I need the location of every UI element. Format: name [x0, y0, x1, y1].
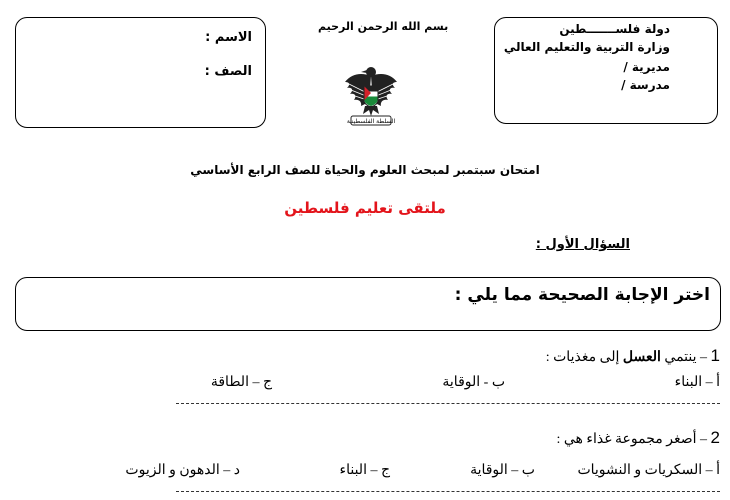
option-d[interactable]: د – الدهون و الزيوت	[125, 463, 240, 478]
section-title: السؤال الأول :	[535, 237, 630, 252]
instruction-text: اختر الإجابة الصحيحة مما يلي :	[454, 285, 710, 305]
ministry-line: وزارة التربية والتعليم العالي	[503, 40, 670, 54]
question-text: – أصغر مجموعة غذاء هي :	[556, 432, 711, 447]
option-c[interactable]: ج – الطاقة	[210, 375, 272, 390]
emblem-caption: السلطة الفلسطينية	[346, 118, 396, 125]
question-text-end: إلى مغذيات :	[545, 350, 623, 365]
school-line: مدرسة /	[621, 78, 670, 92]
option-b[interactable]: ب – الوقاية	[470, 463, 535, 478]
divider	[176, 491, 720, 492]
option-a[interactable]: أ – السكريات و النشويات	[577, 463, 720, 478]
question-text: – ينتمي	[660, 350, 711, 365]
basmala: بسم الله الرحمن الرحيم	[318, 20, 449, 33]
option-c[interactable]: ج – البناء	[339, 463, 390, 478]
directorate-line: مديرية /	[623, 60, 670, 74]
country-line: دولة فلســـــــطين	[559, 22, 670, 36]
question-number: 2	[710, 428, 720, 447]
site-title: ملتقى تعليم فلسطين	[284, 199, 446, 217]
question-1	[546, 346, 720, 366]
palestinian-eagle-emblem-icon	[341, 62, 401, 128]
class-label: الصف :	[204, 64, 252, 79]
question-number: 1	[710, 346, 720, 365]
option-a[interactable]: أ – البناء	[674, 375, 720, 390]
name-label: الاسم :	[205, 30, 252, 45]
question-keyword: العسل	[622, 350, 661, 365]
option-b[interactable]: ب - الوقاية	[442, 375, 505, 390]
question-2	[556, 428, 720, 448]
exam-title: امتحان سبتمبر لمبحث العلوم والحياة للصف الرابع الأساسي	[190, 163, 540, 177]
divider	[176, 403, 720, 404]
